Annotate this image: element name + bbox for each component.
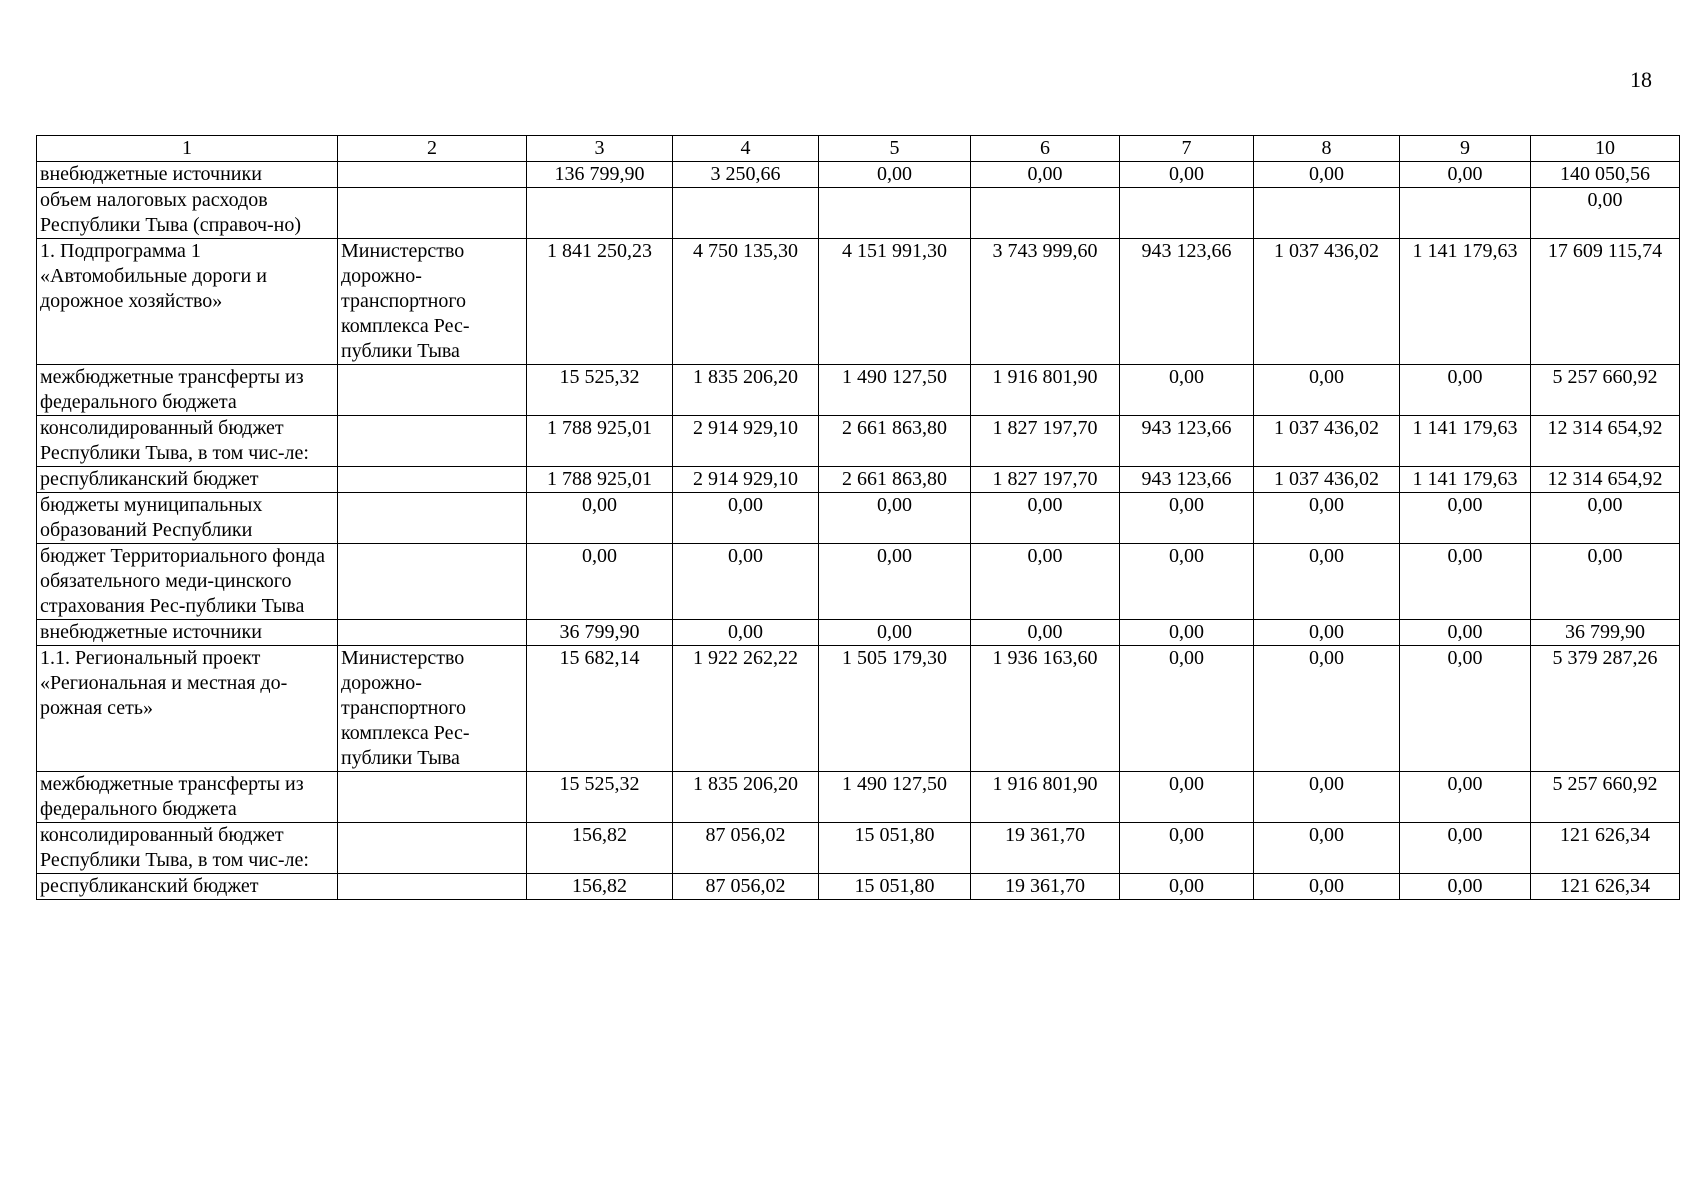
value-cell: 1 841 250,23 bbox=[527, 239, 673, 365]
value-cell: 0,00 bbox=[819, 493, 971, 544]
value-cell: 0,00 bbox=[1254, 365, 1400, 416]
value-cell: 12 314 654,92 bbox=[1531, 416, 1680, 467]
table-row bbox=[37, 772, 1680, 823]
responsible-cell bbox=[338, 467, 527, 493]
value-cell: 0,00 bbox=[1254, 162, 1400, 188]
value-cell: 136 799,90 bbox=[527, 162, 673, 188]
value-cell: 0,00 bbox=[1120, 874, 1254, 900]
table-row bbox=[37, 544, 1680, 620]
value-cell: 0,00 bbox=[1120, 544, 1254, 620]
value-cell: 1 827 197,70 bbox=[971, 467, 1120, 493]
value-cell: 5 379 287,26 bbox=[1531, 646, 1680, 772]
responsible-cell bbox=[338, 416, 527, 467]
row-name-cell: бюджеты муниципальных образований Республики bbox=[37, 493, 338, 544]
value-cell: 2 661 863,80 bbox=[819, 467, 971, 493]
value-cell: 3 743 999,60 bbox=[971, 239, 1120, 365]
table-row bbox=[37, 188, 1680, 239]
value-cell: 943 123,66 bbox=[1120, 416, 1254, 467]
column-header: 2 bbox=[338, 136, 527, 162]
table-row bbox=[37, 874, 1680, 900]
responsible-cell bbox=[338, 162, 527, 188]
value-cell: 1 827 197,70 bbox=[971, 416, 1120, 467]
value-cell: 1 037 436,02 bbox=[1254, 416, 1400, 467]
table-row bbox=[37, 646, 1680, 772]
column-header: 3 bbox=[527, 136, 673, 162]
value-cell: 1 505 179,30 bbox=[819, 646, 971, 772]
value-cell: 1 835 206,20 bbox=[673, 365, 819, 416]
table-row bbox=[37, 467, 1680, 493]
value-cell bbox=[971, 188, 1120, 239]
value-cell bbox=[819, 188, 971, 239]
column-header: 9 bbox=[1400, 136, 1531, 162]
value-cell: 4 151 991,30 bbox=[819, 239, 971, 365]
value-cell: 0,00 bbox=[819, 620, 971, 646]
value-cell: 15 525,32 bbox=[527, 365, 673, 416]
value-cell: 87 056,02 bbox=[673, 823, 819, 874]
value-cell bbox=[1400, 188, 1531, 239]
responsible-cell: Министерство дорожно-транспортного комплекса Рес-публики Тыва bbox=[338, 646, 527, 772]
value-cell: 1 916 801,90 bbox=[971, 365, 1120, 416]
value-cell: 0,00 bbox=[1400, 646, 1531, 772]
value-cell: 0,00 bbox=[1254, 823, 1400, 874]
value-cell: 19 361,70 bbox=[971, 823, 1120, 874]
value-cell: 36 799,90 bbox=[1531, 620, 1680, 646]
value-cell: 15 525,32 bbox=[527, 772, 673, 823]
value-cell: 0,00 bbox=[1120, 493, 1254, 544]
row-name-cell: республиканский бюджет bbox=[37, 467, 338, 493]
value-cell: 0,00 bbox=[1400, 620, 1531, 646]
table-row bbox=[37, 493, 1680, 544]
value-cell: 0,00 bbox=[527, 544, 673, 620]
value-cell: 2 661 863,80 bbox=[819, 416, 971, 467]
table-row bbox=[37, 620, 1680, 646]
value-cell: 1 141 179,63 bbox=[1400, 239, 1531, 365]
row-name-cell: бюджет Территориального фонда обязательного меди-цинского страхования Рес-публики Тыва bbox=[37, 544, 338, 620]
value-cell: 0,00 bbox=[1531, 188, 1680, 239]
value-cell: 121 626,34 bbox=[1531, 823, 1680, 874]
value-cell: 0,00 bbox=[1400, 365, 1531, 416]
value-cell: 0,00 bbox=[1254, 646, 1400, 772]
row-name-cell: 1.1. Региональный проект «Региональная и местная до-рожная сеть» bbox=[37, 646, 338, 772]
value-cell: 1 916 801,90 bbox=[971, 772, 1120, 823]
value-cell: 0,00 bbox=[1254, 772, 1400, 823]
value-cell: 0,00 bbox=[819, 544, 971, 620]
value-cell: 1 141 179,63 bbox=[1400, 467, 1531, 493]
value-cell: 17 609 115,74 bbox=[1531, 239, 1680, 365]
value-cell: 0,00 bbox=[1531, 544, 1680, 620]
value-cell: 15 051,80 bbox=[819, 823, 971, 874]
responsible-cell bbox=[338, 772, 527, 823]
column-header: 7 bbox=[1120, 136, 1254, 162]
value-cell: 0,00 bbox=[1120, 823, 1254, 874]
value-cell bbox=[527, 188, 673, 239]
table-body bbox=[37, 162, 1680, 900]
row-name-cell: внебюджетные источники bbox=[37, 620, 338, 646]
table-row bbox=[37, 823, 1680, 874]
column-header: 10 bbox=[1531, 136, 1680, 162]
column-header: 5 bbox=[819, 136, 971, 162]
value-cell: 12 314 654,92 bbox=[1531, 467, 1680, 493]
page-number: 18 bbox=[1630, 67, 1652, 92]
column-header: 8 bbox=[1254, 136, 1400, 162]
value-cell: 3 250,66 bbox=[673, 162, 819, 188]
value-cell: 0,00 bbox=[1400, 544, 1531, 620]
row-name-cell: внебюджетные источники bbox=[37, 162, 338, 188]
table-row bbox=[37, 416, 1680, 467]
value-cell: 1 037 436,02 bbox=[1254, 239, 1400, 365]
row-name-cell: межбюджетные трансферты из федерального бюджета bbox=[37, 772, 338, 823]
value-cell: 2 914 929,10 bbox=[673, 416, 819, 467]
budget-table bbox=[36, 135, 1680, 900]
responsible-cell bbox=[338, 544, 527, 620]
value-cell: 5 257 660,92 bbox=[1531, 772, 1680, 823]
value-cell: 0,00 bbox=[1254, 493, 1400, 544]
value-cell: 140 050,56 bbox=[1531, 162, 1680, 188]
table-row bbox=[37, 162, 1680, 188]
table-row bbox=[37, 365, 1680, 416]
value-cell: 156,82 bbox=[527, 874, 673, 900]
responsible-cell bbox=[338, 493, 527, 544]
value-cell: 943 123,66 bbox=[1120, 467, 1254, 493]
row-name-cell: межбюджетные трансферты из федерального бюджета bbox=[37, 365, 338, 416]
value-cell: 0,00 bbox=[673, 493, 819, 544]
value-cell: 0,00 bbox=[1120, 772, 1254, 823]
value-cell: 1 922 262,22 bbox=[673, 646, 819, 772]
value-cell: 1 490 127,50 bbox=[819, 365, 971, 416]
value-cell: 121 626,34 bbox=[1531, 874, 1680, 900]
value-cell: 0,00 bbox=[1254, 544, 1400, 620]
row-name-cell: консолидированный бюджет Республики Тыва, в том чис-ле: bbox=[37, 416, 338, 467]
value-cell: 0,00 bbox=[1120, 365, 1254, 416]
value-cell: 1 936 163,60 bbox=[971, 646, 1120, 772]
value-cell: 0,00 bbox=[1400, 162, 1531, 188]
value-cell: 36 799,90 bbox=[527, 620, 673, 646]
value-cell: 0,00 bbox=[673, 544, 819, 620]
value-cell bbox=[1120, 188, 1254, 239]
value-cell: 0,00 bbox=[1120, 620, 1254, 646]
value-cell: 0,00 bbox=[1254, 620, 1400, 646]
value-cell: 0,00 bbox=[1120, 162, 1254, 188]
value-cell: 4 750 135,30 bbox=[673, 239, 819, 365]
value-cell: 19 361,70 bbox=[971, 874, 1120, 900]
value-cell: 0,00 bbox=[971, 493, 1120, 544]
row-name-cell: 1. Подпрограмма 1 «Автомобильные дороги и дорожное хозяйство» bbox=[37, 239, 338, 365]
header-row bbox=[37, 136, 1680, 162]
responsible-cell bbox=[338, 188, 527, 239]
value-cell: 5 257 660,92 bbox=[1531, 365, 1680, 416]
value-cell: 15 682,14 bbox=[527, 646, 673, 772]
value-cell: 87 056,02 bbox=[673, 874, 819, 900]
value-cell bbox=[673, 188, 819, 239]
value-cell: 0,00 bbox=[527, 493, 673, 544]
value-cell: 0,00 bbox=[1120, 646, 1254, 772]
table-row bbox=[37, 239, 1680, 365]
value-cell: 0,00 bbox=[1400, 493, 1531, 544]
value-cell: 0,00 bbox=[819, 162, 971, 188]
value-cell: 1 141 179,63 bbox=[1400, 416, 1531, 467]
value-cell: 1 788 925,01 bbox=[527, 416, 673, 467]
value-cell: 1 835 206,20 bbox=[673, 772, 819, 823]
value-cell: 943 123,66 bbox=[1120, 239, 1254, 365]
value-cell: 15 051,80 bbox=[819, 874, 971, 900]
row-name-cell: республиканский бюджет bbox=[37, 874, 338, 900]
value-cell: 1 490 127,50 bbox=[819, 772, 971, 823]
row-name-cell: консолидированный бюджет Республики Тыва, в том чис-ле: bbox=[37, 823, 338, 874]
row-name-cell: объем налоговых расходов Республики Тыва (справоч-но) bbox=[37, 188, 338, 239]
responsible-cell bbox=[338, 620, 527, 646]
value-cell: 0,00 bbox=[1400, 874, 1531, 900]
column-header: 1 bbox=[37, 136, 338, 162]
value-cell: 0,00 bbox=[971, 544, 1120, 620]
value-cell: 1 788 925,01 bbox=[527, 467, 673, 493]
responsible-cell bbox=[338, 823, 527, 874]
value-cell: 0,00 bbox=[1400, 772, 1531, 823]
value-cell: 0,00 bbox=[1400, 823, 1531, 874]
value-cell: 156,82 bbox=[527, 823, 673, 874]
value-cell: 2 914 929,10 bbox=[673, 467, 819, 493]
value-cell: 0,00 bbox=[971, 620, 1120, 646]
value-cell bbox=[1254, 188, 1400, 239]
responsible-cell bbox=[338, 874, 527, 900]
value-cell: 0,00 bbox=[971, 162, 1120, 188]
responsible-cell bbox=[338, 365, 527, 416]
column-header: 4 bbox=[673, 136, 819, 162]
value-cell: 0,00 bbox=[1531, 493, 1680, 544]
column-header: 6 bbox=[971, 136, 1120, 162]
value-cell: 0,00 bbox=[673, 620, 819, 646]
value-cell: 1 037 436,02 bbox=[1254, 467, 1400, 493]
value-cell: 0,00 bbox=[1254, 874, 1400, 900]
responsible-cell: Министерство дорожно-транспортного комплекса Рес-публики Тыва bbox=[338, 239, 527, 365]
